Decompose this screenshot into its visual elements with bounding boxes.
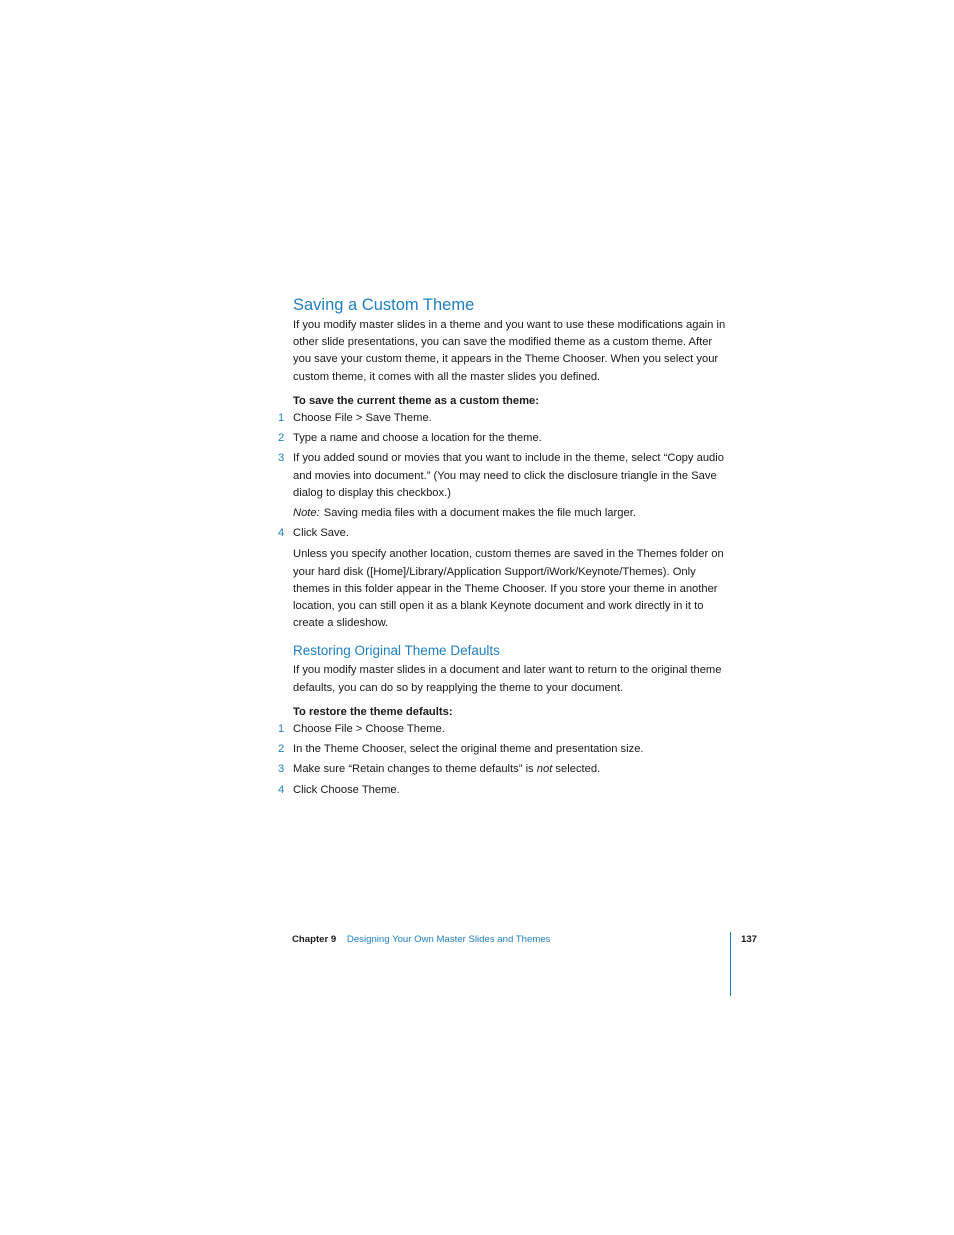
section-intro: If you modify master slides in a theme and you want to use these modifications again in other slide presentations, you can save the modified theme as a custom theme. After you save your custom theme, it appears in the Theme Chooser. When you select your custom theme, it comes with all the master slides you defined. [293,319,726,383]
footer-chapter-title: Designing Your Own Master Slides and Themes [346,934,551,945]
step-text: Choose File > Save Theme. [293,412,432,425]
step-text: Click Save. [293,527,349,540]
step-text: Click Choose Theme. [293,783,400,796]
step-item [278,450,733,522]
step-number: 1 [278,723,285,736]
step-number: 4 [278,527,285,540]
save-theme-steps [278,410,733,542]
step-text-after: selected. [552,763,601,776]
footer-divider [730,932,731,996]
location-paragraph: Unless you specify another location, custom themes are saved in the Themes folder on your hard disk ([Home]/Library/Application Support/iWork/Keynote/Themes). Only themes in this folder appear in the Theme Chooser. If you store your theme in another location, you can still open it as a blank Keynote document and work directly in it to create a slideshow. [293,548,724,630]
note-text: Saving media files with a document makes the file much larger. [323,507,636,520]
subsection-intro: If you modify master slides in a document and later want to return to the original theme defaults, you can do so by reapplying the theme to your document. [293,664,722,694]
step-text-before: Make sure “Retain changes to theme defaults” is [293,763,537,776]
step-item [278,721,733,738]
step-text-emphasis: not [536,763,553,776]
step-item [278,525,733,542]
page-number: 137 [741,934,758,945]
step-item [278,741,733,758]
subsection-heading: Restoring Original Theme Defaults [293,643,500,659]
step-item [278,410,733,427]
step-item [278,761,733,778]
procedure-lead: To restore the theme defaults: [293,705,453,718]
note [293,505,733,522]
step-text: Type a name and choose a location for the theme. [293,432,542,445]
step-number: 3 [278,763,285,776]
page-content [278,294,733,802]
step-text: If you added sound or movies that you want to include in the theme, select “Copy audio and movies into document.” (You may need to click the disclosure triangle in the Save dialog to display this checkbox.) [293,452,724,499]
procedure-lead: To save the current theme as a custom theme: [293,394,539,407]
section-heading: Saving a Custom Theme [293,296,475,314]
step-number: 3 [278,452,285,465]
page-footer [292,933,550,947]
step-text: Choose File > Choose Theme. [293,723,445,736]
step-item [278,430,733,447]
step-number: 4 [278,783,285,796]
step-number: 1 [278,412,285,425]
step-text: In the Theme Chooser, select the original theme and presentation size. [293,743,644,756]
step-number: 2 [278,432,285,445]
step-text [293,763,600,775]
restore-defaults-steps [278,721,733,799]
step-number: 2 [278,743,285,756]
step-item [278,782,733,799]
note-label: Note: [293,507,320,520]
footer-chapter: Chapter 9 [292,934,337,945]
